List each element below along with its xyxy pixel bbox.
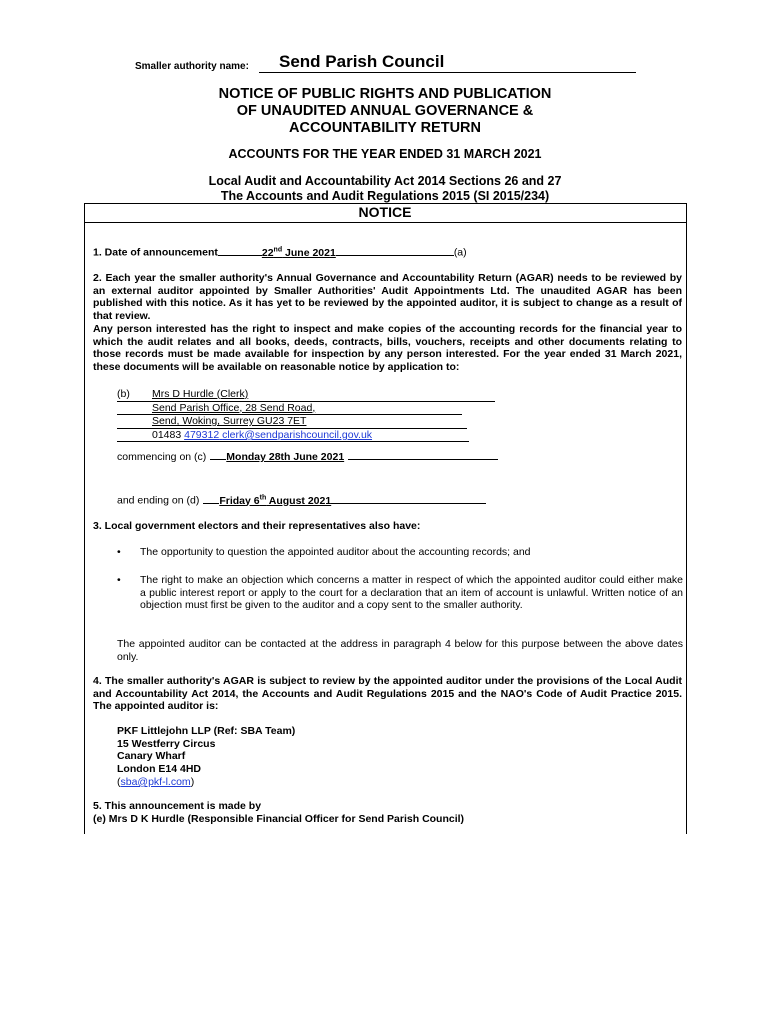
- auditor-email-link[interactable]: sba@pkf-l.com: [120, 775, 191, 788]
- contact-block: [117, 388, 467, 442]
- commencing-date: Monday 28th June 2021: [226, 451, 345, 463]
- authority-name: Send Parish Council: [279, 52, 445, 71]
- legislation: [0, 174, 770, 204]
- section-5-line-2: (e) Mrs D K Hurdle (Responsible Financial Officer for Send Parish Council): [93, 812, 465, 825]
- commencing-label: commencing on (c): [117, 451, 207, 463]
- section-4: 4. The smaller authority's AGAR is subject to review by the appointed auditor under the provisions of the Local Audit and Accountability Act 2014, the Accounts and Audit Regulations 2015 and the NAO's Code of Audit Practice 2015. The appointed auditor is:: [93, 675, 682, 713]
- page-title: [0, 86, 770, 137]
- date-value: 22nd June 2021: [261, 246, 336, 259]
- contact-name: Mrs D Hurdle (Clerk): [152, 388, 249, 400]
- section-2-para-2: Any person interested has the right to inspect and make copies of the accounting records for the financial year to which the audit relates and all books, deeds, contracts, bills, vouchers, receipts and other documents relating to those records must be made available for inspection by any person interested. For the year ended 31 March 2021, these documents will be available on reasonable notice by application to:: [93, 322, 682, 373]
- contact-address-2: Send, Woking, Surrey GU23 7ET: [152, 415, 307, 428]
- date-label: 1. Date of announcement: [93, 246, 218, 259]
- bullet-dot-2: •: [117, 574, 121, 586]
- section-2: [93, 272, 682, 374]
- contact-address-1: Send Parish Office, 28 Send Road,: [152, 401, 316, 414]
- title-line-1: NOTICE OF PUBLIC RIGHTS AND PUBLICATION: [218, 86, 552, 102]
- section-3-heading: 3. Local government electors and their representatives also have:: [93, 520, 421, 532]
- bullet-dot-1: •: [117, 546, 121, 558]
- title-line-3: ACCOUNTABILITY RETURN: [289, 120, 481, 136]
- ending-date: Friday 6th August 2021: [219, 494, 332, 507]
- ending-label: and ending on (d): [117, 494, 200, 507]
- auditor-name: PKF Littlejohn LLP (Ref: SBA Team): [117, 725, 296, 737]
- authority-label: Smaller authority name:: [135, 61, 249, 72]
- ending-row: [117, 494, 486, 507]
- legislation-line-2: The Accounts and Audit Regulations 2015 (SI 2015/234): [220, 189, 550, 203]
- auditor-street: 15 Westferry Circus: [117, 737, 216, 750]
- legislation-line-1: Local Audit and Accountability Act 2014 Sections 26 and 27: [208, 174, 562, 188]
- section-3-para: The appointed auditor can be contacted at the address in paragraph 4 below for this purpose between the above dates only.: [117, 638, 683, 663]
- authority-name-row: [135, 54, 645, 76]
- section-5: [93, 800, 464, 825]
- section-5-line-1: 5. This announcement is made by: [93, 800, 262, 812]
- date-ref: (a): [453, 246, 467, 259]
- section-2-para-1: 2. Each year the smaller authority's Annual Governance and Accountability Return (AGAR) needs to be reviewed by an external auditor appointed by Smaller Authorities' Audit Appointments Ltd. The unaudited AGAR has been published with this notice. As it has yet to be reviewed by the appointed auditor, it is subject to change as a result of that review.: [93, 272, 682, 323]
- contact-email-link[interactable]: clerk@sendparishcouncil.gov.uk: [222, 428, 373, 441]
- contact-phone-link[interactable]: 479312: [184, 428, 220, 441]
- contact-label: (b): [117, 388, 130, 400]
- section-3-bullet-2: The right to make an objection which concerns a matter in respect of which the appointed auditor could either make a public interest report or apply to the court for a declaration that an item of account is unlawful. Written notice of an objection must first be given to the auditor and a copy sent to the smaller authority.: [140, 574, 683, 612]
- auditor-city: London E14 4HD: [117, 763, 202, 776]
- auditor-area: Canary Wharf: [117, 750, 186, 763]
- date-of-announcement: [93, 246, 467, 259]
- accounts-year: ACCOUNTS FOR THE YEAR ENDED 31 MARCH 2021: [228, 147, 542, 161]
- notice-heading: NOTICE: [358, 204, 412, 220]
- auditor-address: PKF Littlejohn LLP (Ref: SBA Team) 15 Westferry Circus Canary Wharf London E14 4HD (sba@pkf-l.com): [117, 725, 296, 788]
- commencing-row: [117, 451, 498, 463]
- contact-phone: 01483: [152, 428, 185, 441]
- notice-heading-divider: [84, 222, 687, 223]
- section-3-bullet-1: The opportunity to question the appointed auditor about the accounting records; and: [140, 546, 531, 558]
- title-line-2: OF UNAUDITED ANNUAL GOVERNANCE &: [236, 103, 534, 119]
